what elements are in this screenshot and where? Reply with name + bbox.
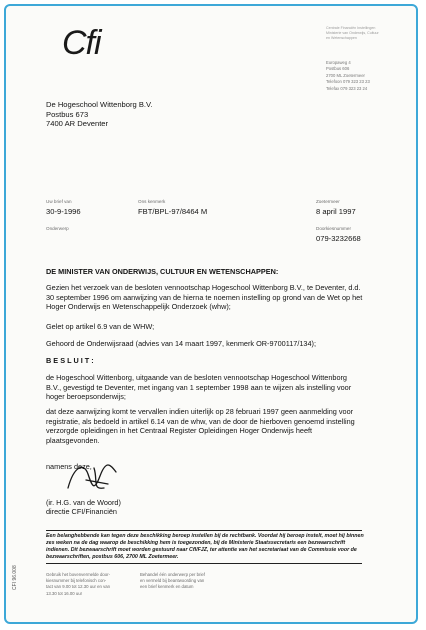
signatory-title: directie CFI/Financiën [46, 507, 117, 516]
your-letter-value: 30-9-1996 [46, 207, 81, 216]
notice-divider-top [46, 530, 362, 531]
footer-line: tact van 9.00 tot 12.30 uur en van [46, 584, 111, 590]
closing-phrase: namens deze, [46, 462, 92, 471]
date-value: 8 april 1997 [316, 207, 356, 216]
notice-divider-bottom [46, 563, 362, 564]
footer-line: kiesnummer bij telefonisch con- [46, 578, 107, 584]
footer-line: en vermeld bij beantwoording van [140, 578, 205, 584]
letterhead-faint-text [326, 26, 379, 41]
sender-address-line: Telefax 079 323 23 24 [326, 85, 368, 91]
footer-line: Gebruik het bovenvermelde door- [46, 572, 111, 577]
signatory-name: (ir. H.G. van de Woord) [46, 498, 121, 507]
recipient-name: De Hogeschool Wittenborg B.V. [46, 100, 153, 109]
signature [64, 458, 126, 498]
our-ref-label: Ons kenmerk [138, 199, 166, 204]
paragraph-condition: dat deze aanwijzing komt te vervallen indien uiterlijk op 28 februari 1997 geen aanmelding voor registratie, als bedoeld in artikel 6.14 van de whw, van de door de hierboven genoemd instelling verzorgde opleidingen in het Centraal Register Opleidingen Hoger Onderwijs heeft plaatsgevonden. [46, 407, 355, 446]
decision-heading: B E S L U I T : [46, 356, 94, 365]
sender-address-line: 2700 ML Zoetermeer [326, 72, 365, 78]
sender-address-line: Telefoon 079 323 23 23 [326, 79, 370, 85]
form-code: CFI 96.008 [12, 565, 18, 590]
letterhead-faint-line: en Wetenschappen [326, 36, 357, 40]
your-letter-label: Uw brief van [46, 199, 72, 204]
letter-heading: DE MINISTER VAN ONDERWIJS, CULTUUR EN WETENSCHAPPEN: [46, 267, 279, 276]
footer-correspondence-note [140, 572, 205, 591]
our-ref-value: FBT/BPL-97/8464 M [138, 207, 208, 216]
sender-address-line: Europaweg 4 [326, 60, 351, 65]
letterhead-faint-line: Ministerie van Onderwijs, Cultuur [326, 31, 379, 35]
direct-number-value: 079-3232668 [316, 234, 361, 243]
date-label: Zoetermeer [316, 199, 340, 204]
recipient-postbox: Postbus 673 [46, 109, 89, 119]
footer-line: Behandel één onderwerp per brief [140, 572, 205, 577]
recipient-address [46, 100, 153, 129]
footer-phone-hours [46, 572, 110, 597]
paragraph-request: Gezien het verzoek van de besloten vennootschap Hogeschool Wittenborg B.V., te Deventer, d.d. 30 september 1996 om aanwijzing van de hierna te noemen instelling op grond van de Wet op het Hoger Onderwijs en Wetenschappelijk Onderzoek (whw); [46, 283, 363, 312]
recipient-city: 7400 AR Deventer [46, 119, 109, 129]
paragraph-designation: de Hogeschool Wittenborg, uitgaande van de besloten vennootschap Hogeschool Wittenborg B.V., gevestigd te Deventer, met ingang van 1 september 1998 aan te wijzen als instelling voor hoger beroepsonderwijs; [46, 373, 352, 402]
sender-address-line: Postbus 606 [326, 66, 350, 72]
letterhead-faint-line: Centrale Financiën Instellingen [326, 26, 376, 30]
subject-label: Onderwerp [46, 226, 69, 231]
cfi-logo: Cfi [62, 24, 101, 62]
footer-line: een brief kenmerk en datum [140, 584, 194, 590]
footer-line: 13.30 tot 16.00 uur [46, 590, 83, 596]
paragraph-advice: Gehoord de Onderwijsraad (advies van 14 maart 1997, kenmerk OR-9700117/134); [46, 339, 316, 348]
paragraph-legal-basis: Gelet op artikel 6.9 van de WHW; [46, 322, 155, 331]
page-frame [4, 4, 418, 624]
sender-address [326, 60, 370, 92]
direct-number-label: Doorkiesnummer [316, 226, 351, 231]
appeal-notice: Een belanghebbende kan tegen deze beschikking beroep instellen bij de rechtbank. Voordat hij beroep instelt, moet hij binnen zes weken na de dag waarop de beschikking hem is toegezonden, bij de Ministerie Staatssecretaris een bezwaarschrift indienen. Dit bezwaarschrift moet worden gestuurd naar CfI/FJZ, ter attentie van het secretariaat van de Commissie voor de bezwaarschriften, postbus 606, 2700 ML Zoetermeer. [46, 533, 364, 561]
